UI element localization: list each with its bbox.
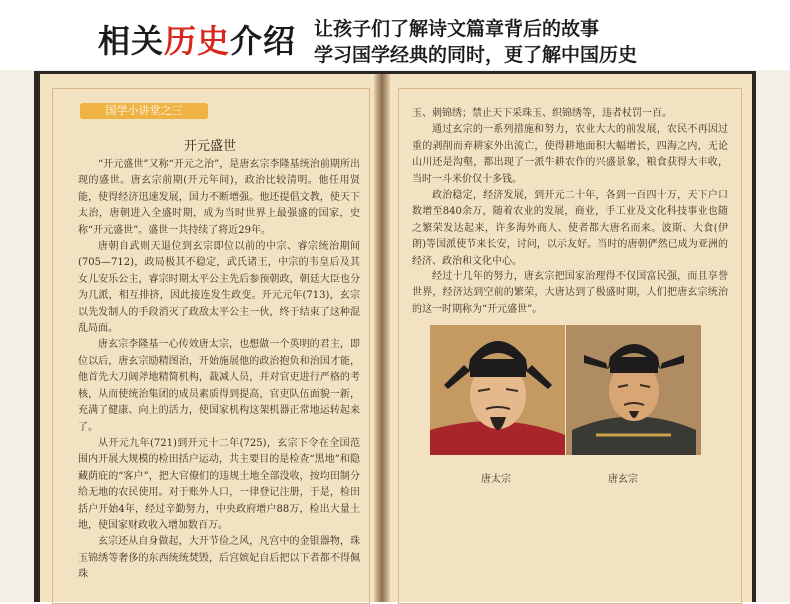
banner-subtitle-line-2: 学习国学经典的同时，更了解中国历史: [314, 44, 638, 66]
right-page-body-top: [412, 106, 728, 270]
heading-part-1: 相关: [98, 22, 165, 60]
portrait-caption-2: 唐玄宗: [608, 474, 638, 485]
paragraph: 玉、刺锦绣；禁止天下采珠玉、织锦绣等，违者杖罚一百。: [412, 108, 672, 119]
portrait-tang-taizong: [430, 325, 565, 455]
paragraph: 通过玄宗的一系列措施和努力，农业大大的前发展，农民不再因过重的剥削而弃耕家外出流亡，使得耕地面积大幅增长，四海之内，无论山川还是沟壑，都出现了一派牛耕农作的兴盛景象，粮食获得大丰收，当时一斗米价仅十多钱。: [412, 124, 728, 185]
banner-heading: [98, 16, 296, 62]
heading-part-2-highlight: 历史: [164, 22, 231, 60]
paragraph: 唐朝自武则天退位到玄宗即位以前的中宗、睿宗统治期间(705—712)，政局极其不稳定，武氏诸王，中宗的韦皇后及其女儿安乐公主，睿宗时期太平公主先后参预朝政，朝廷大臣也分为几派，相互排挤，因此接连发生政变。开元元年(713)，玄宗以先发制人的手段消灭了政敌太平公主一伙，终于结束了这种混乱局面。: [78, 241, 360, 335]
paragraph: “开元盛世”又称“开元之治”，是唐玄宗李隆基统治前期所出现的盛世。唐玄宗前期(开元年间)，政治比较清明。他任用贤能，使得经济迅速发展，国力不断增强。他还提倡文教，使天下太治，唐朝进入全盛时期，成为当时世界上最强盛的国家，史称“开元盛世”。盛世一共持续了将近29年。: [78, 159, 360, 236]
paragraph: 政治稳定，经济发展，到开元二十年，各到一百四十万，天下户口数增至840余万，随着农业的发展，商业，手工业及文化科技事业也随之繁荣发达起来，许多海外商人、使者都大唐名而来。波斯、大食(伊朗)等国派使节来长安，讨问，以示友好。当时的唐朝俨然已成为亚洲的经济、政治和文化中心。: [412, 190, 728, 267]
paragraph: 从开元九年(721)到开元十二年(725)，玄宗下令在全国范围内开展大规模的检田括户运动，共主要目的是检查“黑地”和隐藏荫庇的“客户”，把大官僚们的违规土地全部没收，按均田制分给无地的农民使用。对于账外人口，一律登记注册，于是，检田括户开始4年，经过辛勤努力，中央政府增户88万，检出大量土地，使国家财政收入增加数百万。: [78, 437, 360, 531]
heading-part-3: 介绍: [230, 22, 297, 60]
portrait-caption-1: 唐太宗: [481, 474, 511, 485]
paragraph: 玄宗还从自身做起，大开节俭之风，凡宫中的金银器物，珠玉锦绣等奢侈的东西统统焚毁，后宫嫔妃自后把以下者都不得佩珠: [78, 536, 360, 581]
paragraph: 经过十几年的努力，唐玄宗把国家治理得不仅国富民强，而且享誉世界，经济达到空前的繁荣，大唐达到了极盛时期，人们把唐玄宗统治的这一时期称为“开元盛世”。: [412, 271, 728, 315]
paragraph: 唐玄宗李隆基一心传效唐太宗，也想做一个英明的君主，即位以后，唐玄宗励精图治，开始施展他的政治抱负和治国才能，他首先大刀阔斧地精简机构，裁减人员，并对官吏进行严格的考核，从而使统治集团的成员素质得到提高，官吏队伍面貌一新，充满了健康、向上的活力，使国家机构这架机器正常地运转起来了。: [78, 339, 360, 433]
left-page-body: [78, 157, 360, 584]
banner-subtitle-line-1: 让孩子们了解诗文篇章背后的故事: [314, 18, 600, 40]
section-tag: 国学小讲堂之三: [80, 103, 208, 119]
right-page-body-bottom: [412, 269, 728, 318]
book-spine: [374, 74, 390, 602]
page-title: 开元盛世: [183, 139, 236, 154]
portrait-tang-xuanzong: [566, 325, 701, 455]
header-banner: [0, 0, 790, 70]
